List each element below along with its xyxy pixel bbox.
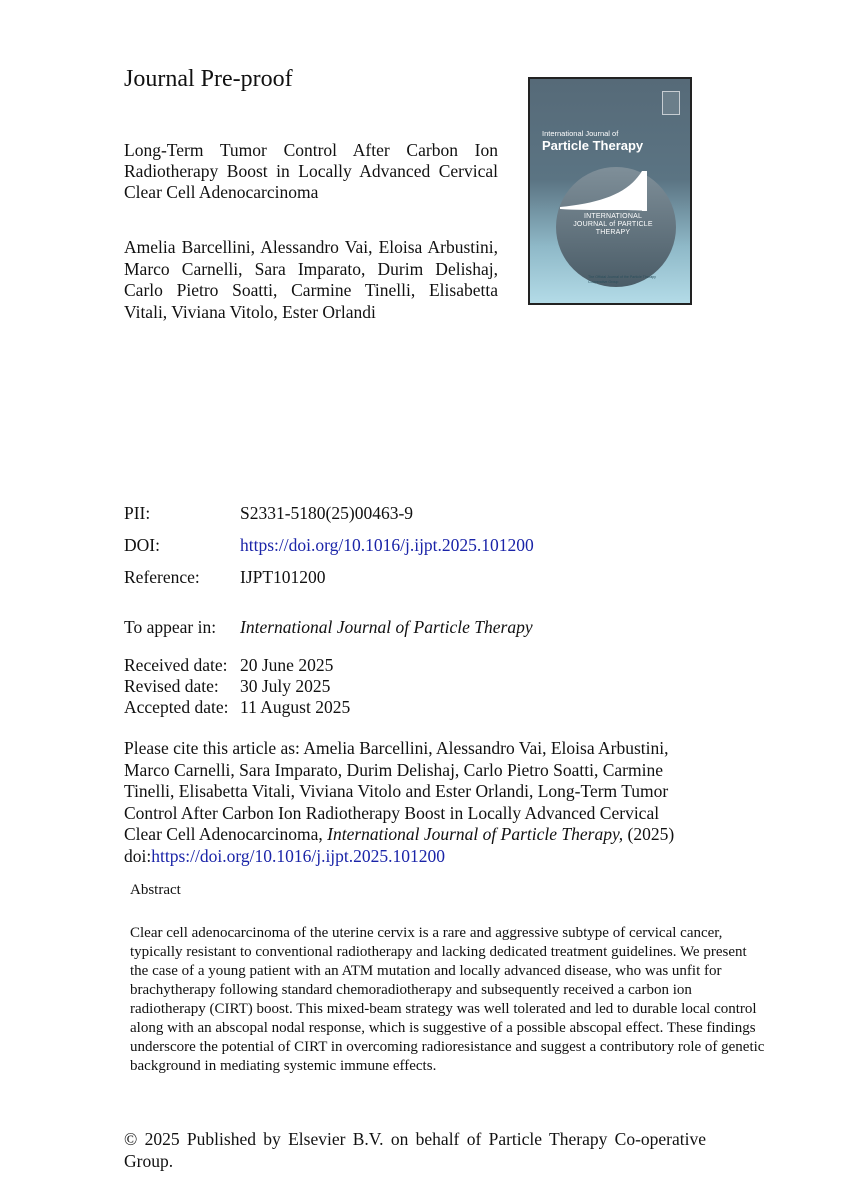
- citation-block: [124, 738, 690, 867]
- cover-journal-small: International Journal of: [542, 129, 619, 138]
- citation-journal: International Journal of Particle Therapy,: [327, 824, 624, 844]
- appear-value: International Journal of Particle Therapy: [240, 617, 533, 637]
- citation-doi-link[interactable]: https://doi.org/10.1016/j.ijpt.2025.101200: [151, 845, 446, 866]
- pii-label: PII:: [124, 503, 151, 523]
- reference-value: IJPT101200: [240, 567, 326, 587]
- citation-doi-prefix: doi:: [124, 845, 152, 866]
- cover-circle-text: INTERNATIONAL JOURNAL of PARTICLE THERAPY: [573, 213, 653, 236]
- article-authors: Amelia Barcellini, Alessandro Vai, Eloisa Arbustini, Marco Carnelli, Sara Imparato, Durim Delishaj, Carlo Pietro Soatti, Carmine Tinelli, Elisabetta Vitali, Viviana Vitolo, Ester Orlandi: [124, 237, 498, 322]
- citation-text: Please cite this article as: Amelia Barcellini, Alessandro Vai, Eloisa Arbustini, Marco Carnelli, Sara Imparato, Durim Delishaj, Carlo Pietro Soatti, Carmine Tinelli, Elisabetta Vitali, Viviana Vitolo and Ester Orlandi, Long-Term Tumor Control After Carbon Ion Radiotherapy Boost in Locally Advanced Cervical Clear Cell Adenocarcinoma,: [124, 738, 669, 844]
- pii-value: S2331-5180(25)00463-9: [240, 503, 414, 523]
- accepted-label: Accepted date:: [124, 697, 229, 717]
- elsevier-logo-icon: [662, 91, 680, 115]
- abstract-text: Clear cell adenocarcinoma of the uterine cervix is a rare and aggressive subtype of cervical cancer, typically resistant to conventional radiotherapy and lacking dedicated treatment guidelines. We present the case of a young patient with an ATM mutation and locally advanced disease, who was unfit for brachytherapy following standard chemoradiotherapy and subsequently received a carbon ion radiotherapy (CIRT) boost. This mixed-beam strategy was well tolerated and led to durable local control along with an abscopal nodal response, which is suggestive of a possible abscopal effect. These findings underscore the potential of CIRT in overcoming radioresistance and suggest a contributory role of genetic background in mediating systemic immune effects.: [130, 925, 765, 1074]
- reference-label: Reference:: [124, 567, 200, 587]
- journal-pre-proof-header: Journal Pre-proof: [124, 66, 293, 92]
- received-label: Received date:: [124, 655, 228, 675]
- cover-journal-big: Particle Therapy: [542, 138, 644, 153]
- doi-label: DOI:: [124, 535, 160, 555]
- revised-label: Revised date:: [124, 676, 219, 696]
- abstract-heading: Abstract: [130, 882, 181, 898]
- received-value: 20 June 2025: [240, 655, 334, 675]
- citation-year: (2025): [623, 824, 675, 844]
- cover-footer-text: The Official Journal of the Particle Therapy Cooperative Group: [588, 275, 656, 284]
- journal-cover-image: [528, 77, 692, 305]
- article-title: Long-Term Tumor Control After Carbon Ion Radiotherapy Boost in Locally Advanced Cervical Clear Cell Adenocarcinoma: [124, 140, 498, 202]
- appear-label: To appear in:: [124, 617, 217, 637]
- doi-link[interactable]: https://doi.org/10.1016/j.ijpt.2025.101200: [240, 535, 534, 555]
- copyright-notice: © 2025 Published by Elsevier B.V. on behalf of Particle Therapy Co-operative Group.: [124, 1129, 706, 1171]
- revised-value: 30 July 2025: [240, 676, 331, 696]
- accepted-value: 11 August 2025: [240, 697, 351, 717]
